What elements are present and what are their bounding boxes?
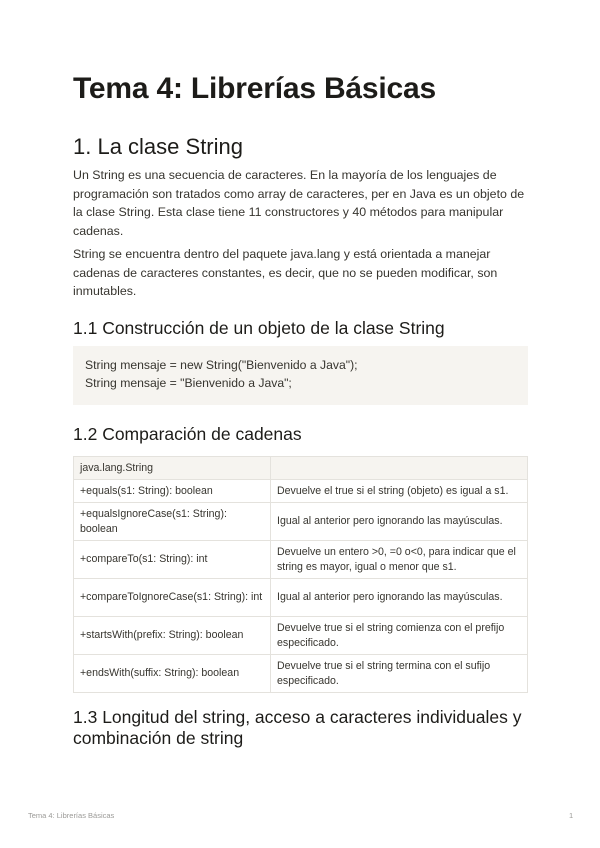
method-signature-cell: +equals(s1: String): boolean bbox=[74, 480, 271, 503]
subsection-heading-1-1: 1.1 Construcción de un objeto de la clase String bbox=[73, 318, 445, 338]
code-block bbox=[73, 346, 528, 405]
section-heading-1: 1. La clase String bbox=[73, 134, 243, 159]
subsection-heading-1-3: 1.3 Longitud del string, acceso a caracteres individuales y combinación de string bbox=[73, 707, 522, 748]
table-header-cell: java.lang.String bbox=[74, 457, 271, 480]
table-header-cell bbox=[271, 457, 528, 480]
paragraph-1: Un String es una secuencia de caracteres. En la mayoría de los lenguajes de programación son tratados como array de caracteres, per en Java es un objeto de la clase String. Esta clase tiene 11 constructores y 40 métodos para manipular cadenas. bbox=[73, 168, 525, 238]
method-signature-cell: +startsWith(prefix: String): boolean bbox=[74, 617, 271, 655]
method-description-cell: Igual al anterior pero ignorando las mayúsculas. bbox=[271, 503, 528, 541]
paragraph-2: String se encuentra dentro del paquete java.lang y está orientada a manejar cadenas de caracteres constantes, es decir, que no se pueden modificar, son inmutables. bbox=[73, 247, 498, 298]
method-signature-cell: +compareTo(s1: String): int bbox=[74, 541, 271, 579]
table-row bbox=[74, 617, 528, 655]
page-title: Tema 4: Librerías Básicas bbox=[73, 72, 436, 105]
table-row bbox=[74, 655, 528, 693]
method-signature-cell: +compareToIgnoreCase(s1: String): int bbox=[74, 579, 271, 617]
method-description-cell: Devuelve un entero >0, =0 o<0, para indicar que el string es mayor, igual o menor que s1. bbox=[271, 541, 528, 579]
method-description-cell: Devuelve true si el string termina con el sufijo especificado. bbox=[271, 655, 528, 693]
code-line: String mensaje = "Bienvenido a Java"; bbox=[85, 376, 292, 390]
footer-page-number: 1 bbox=[569, 811, 574, 820]
table-row bbox=[74, 503, 528, 541]
code-line: String mensaje = new String("Bienvenido a Java"); bbox=[85, 358, 358, 372]
table-row bbox=[74, 579, 528, 617]
method-description-cell: Devuelve el true si el string (objeto) es igual a s1. bbox=[271, 480, 528, 503]
table-row bbox=[74, 480, 528, 503]
method-description-cell: Devuelve true si el string comienza con el prefijo especificado. bbox=[271, 617, 528, 655]
table-row bbox=[74, 541, 528, 579]
methods-table bbox=[73, 456, 528, 693]
subsection-heading-1-2: 1.2 Comparación de cadenas bbox=[73, 424, 302, 444]
method-signature-cell: +equalsIgnoreCase(s1: String): boolean bbox=[74, 503, 271, 541]
method-description-cell: Igual al anterior pero ignorando las mayúsculas. bbox=[271, 579, 528, 617]
footer-document-title: Tema 4: Librerías Básicas bbox=[28, 811, 115, 820]
table-header-row bbox=[74, 457, 528, 480]
method-signature-cell: +endsWith(suffix: String): boolean bbox=[74, 655, 271, 693]
